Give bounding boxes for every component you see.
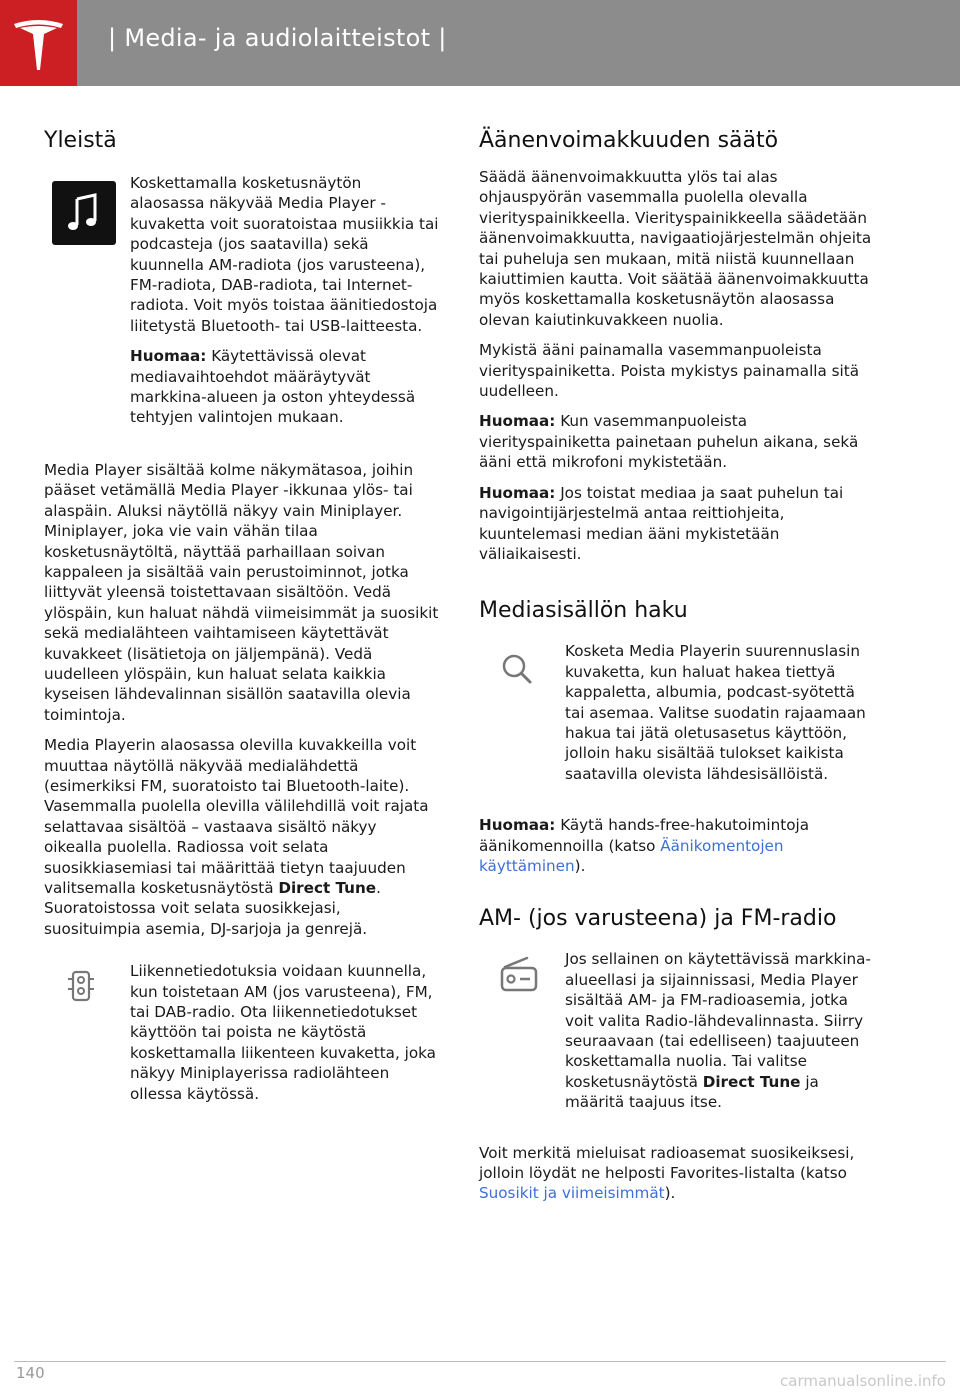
chapter-title: | Media- ja audiolaitteistot | bbox=[108, 24, 447, 52]
favorites-paragraph: Voit merkitä mieluisat radioasemat suosikeiksesi, jolloin löydät ne helposti Favorites-listalta (katso Suosikit ja viimeisimmät). bbox=[479, 1143, 855, 1203]
left-column bbox=[44, 128, 439, 1104]
section-heading-general: Yleistä bbox=[44, 128, 117, 153]
note-label: Huomaa: bbox=[130, 347, 207, 366]
traffic-block bbox=[44, 961, 439, 1104]
watermark: carmanualsonline.info bbox=[780, 1372, 946, 1390]
right-column bbox=[479, 128, 879, 1204]
radio-block bbox=[479, 949, 879, 1112]
radio-icon bbox=[499, 955, 539, 995]
paragraph-media-sources: Media Playerin alaosassa olevilla kuvakkeilla voit muuttaa näytöllä näkyvää medialähdettä (esimerkiksi FM, suoratoisto tai Bluetooth-laite). Vasemmalla puolella olevilla välilehdillä voit rajata selattavaa sisältöä – vastaava sisältö näkyy oikealla puolella. Radiossa voit selata suosikkiasemiasi tai määrittää tietyn taajuuden valitsemalla kosketusnäytöstä Direct Tune. Suoratoistossa voit selata suosikkejasi, suosituimpia asemia, DJ-sarjoja ja genrejä. bbox=[44, 736, 429, 938]
note-voice-search: Huomaa: Käytä hands-free-hakutoimintoja äänikomennoilla (katso Äänikomentojen käyttäminen). bbox=[479, 816, 810, 875]
media-player-block bbox=[44, 173, 439, 428]
voice-commands-link[interactable]: Äänikomentojen käyttäminen bbox=[479, 836, 784, 875]
note-mute-media: Huomaa: Jos toistat mediaa ja saat puhelun tai navigointijärjestelmä antaa reittiohjeita, kuuntelemasi median ääni mykistetään väliaikaisesti. bbox=[479, 483, 844, 563]
music-note-icon bbox=[52, 181, 116, 245]
search-text: Kosketa Media Playerin suurennuslasin kuvaketta, kun haluat hakea tiettyä kappaletta, albumia, podcast-syötettä tai asemaa. Valitse suodatin rajaamaan hakua tai jätä oletusasetus käyttöön, jolloin haku sisältää tulokset kaikista saatavilla olevista lähdesisällöistä. bbox=[565, 642, 866, 783]
traffic-light-icon bbox=[64, 969, 98, 1003]
direct-tune-label: Direct Tune bbox=[278, 879, 377, 897]
tesla-logo bbox=[0, 0, 77, 86]
note-mute-call: Huomaa: Kun vasemmanpuoleista vierityspainiketta painetaan puhelun aikana, sekä ääni että mikrofoni mykistetään. bbox=[479, 412, 859, 472]
volume-paragraph-2: Mykistä ääni painamalla vasemmanpuoleista vierityspainiketta. Poista mykistys painamalla sitä uudelleen. bbox=[479, 341, 860, 401]
section-heading-radio: AM- (jos varusteena) ja FM-radio bbox=[479, 906, 837, 932]
section-heading-search: Mediasisällön haku bbox=[479, 598, 688, 624]
search-block bbox=[479, 641, 879, 784]
traffic-text: Liikennetiedotuksia voidaan kuunnella, kun toistetaan AM (jos varusteena), FM, tai DAB-radio. Ota liikennetiedotukset käyttöön tai poista ne käytöstä koskettamalla liikenteen kuvaketta, joka näkyy Miniplayerissa radiolähteen ollessa käytössä. bbox=[130, 962, 436, 1103]
section-heading-volume: Äänenvoimakkuuden säätö bbox=[479, 128, 779, 153]
page-number: 140 bbox=[16, 1364, 45, 1382]
tesla-t-icon bbox=[12, 18, 65, 70]
volume-paragraph-1: Säädä äänenvoimakkuutta ylös tai alas ohjauspyörän vasemmalla puolella olevalla vierityspainikkeella. Vierityspainikkeella säädetään äänenvoimakkuutta, navigaatiojärjestelmän ohjeita tai puheluja sen mukaan, mitä niistä kuunnellaan kaiuttimien kautta. Voit säätää äänenvoimakkuutta myös koskettamalla kosketusnäytön alaosassa olevan kaiutinkuvakkeen nuolia. bbox=[479, 168, 872, 329]
favorites-link[interactable]: Suosikit ja viimeisimmät bbox=[479, 1184, 665, 1203]
direct-tune-label-radio: Direct Tune bbox=[702, 1072, 801, 1091]
note-text: Käytettävissä olevat mediavaihtoehdot määräytyvät markkina-alueen ja oston yhteydessä tehtyjen valintojen mukaan. bbox=[130, 347, 416, 427]
search-icon bbox=[499, 651, 535, 687]
media-player-intro: Koskettamalla kosketusnäytön alaosassa näkyvää Media Player -kuvaketta voit suoratoistaa musiikkia tai podcasteja (jos saatavilla) sekä kuunnella AM-radiota (jos varusteena), FM-radiota, DAB-radiota, tai Internet-radiota. Voit myös toistaa äänitiedostoja liitetystä Bluetooth- tai USB-laitteesta. bbox=[130, 174, 439, 335]
paragraph-view-levels: Media Player sisältää kolme näkymätasoa, joihin pääset vetämällä Media Player -ikkunaa ylös- tai alaspäin. Aluksi näytöllä näkyy vain Miniplayer. Miniplayer, joka vie vain vähän tilaa kosketusnäytöltä, näyttää parhaillaan soivan kappaleen ja sisältää vain perustoiminnot, jotka liittyvät yleensä toistettavaan sisältöön. Vedä ylöspäin, kun haluat nähdä viimeisimmät ja suosikit sekä medialähteen vaihtamiseen käytettävät kuvakkeet (lisätietoja on jäljempänä). Vedä uudelleen ylöspäin, kun haluat selata kaikkia kyseisen lähdevalinnan sisällön saatavilla olevia toimintoja. bbox=[44, 460, 439, 724]
radio-text: Jos sellainen on käytettävissä markkina-alueellasi ja sijainnissasi, Media Player sisältää AM- ja FM-radioasemia, jotka voit valita Radio-lähdevalinnasta. Siirry seuraavaan (tai edelliseen) taajuuteen koskettamalla nuolia. Tai valitse kosketusnäytöstä Direct Tune ja määritä taajuus itse. bbox=[565, 950, 871, 1112]
footer-divider bbox=[14, 1361, 946, 1362]
page-header bbox=[0, 0, 960, 86]
note-options bbox=[130, 346, 439, 428]
